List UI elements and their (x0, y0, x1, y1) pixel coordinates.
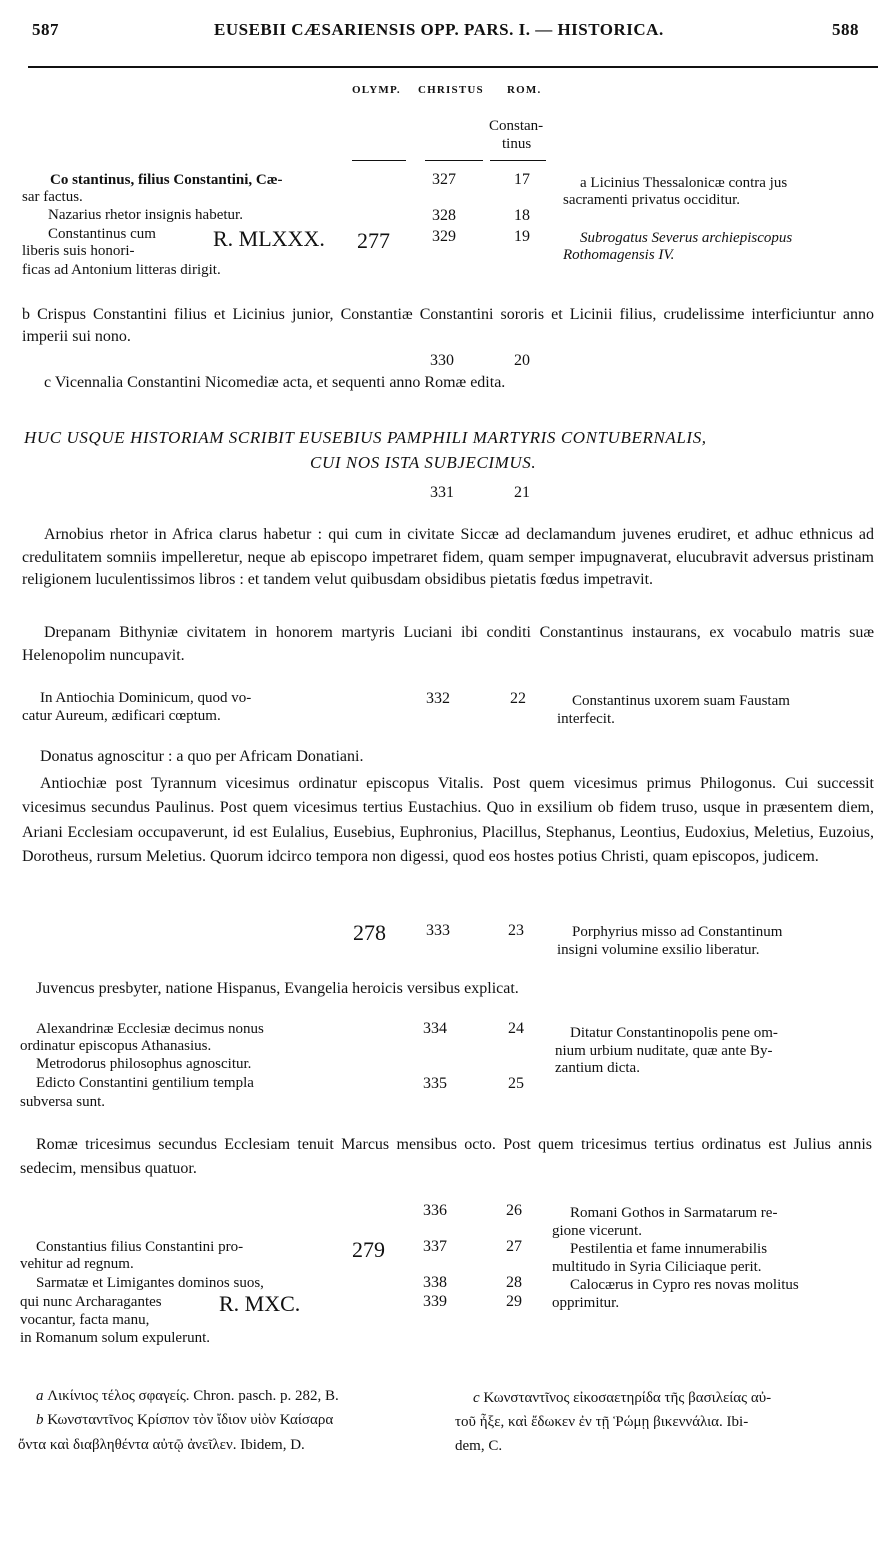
footnote-label: b (36, 1412, 44, 1428)
note-c: c Vicennalia Constantini Nicomediæ acta, et sequenti anno Romæ edita. (44, 374, 506, 391)
header-rule (28, 66, 878, 68)
year-christus: 339 (423, 1293, 447, 1310)
paragraph-juvencus: Juvencus presbyter, natione Hispanus, Evangelia heroicis versibus explicat. (36, 980, 519, 997)
olympiad-number: 278 (353, 920, 386, 945)
year-christus: 328 (432, 207, 456, 224)
column-subheader-constantinus-1: Constan- (489, 118, 544, 134)
side-note: Romani Gothos in Sarmatarum re- (570, 1205, 778, 1221)
footnote-b-cont: ὄντα καὶ διαβληθέντα αὐτῷ ἀνεῖλεν. Ibidem, D. (18, 1437, 305, 1453)
entry-text: vehitur ad regnum. (20, 1256, 134, 1272)
entry-text: Alexandrinæ Ecclesiæ decimus nonus (36, 1021, 264, 1037)
column-rule-olymp (352, 160, 406, 161)
side-note: Constantinus uxorem suam Faustam (572, 693, 790, 709)
entry-text: Edicto Constantini gentilium templa (36, 1075, 254, 1091)
entry-text: Co stantinus, filius Constantini, Cæ- (50, 172, 283, 188)
entry-text: in Romanum solum expulerunt. (20, 1330, 210, 1346)
footnote-text: Κωνσταντῖνος εἰκοσαετηρίδα τῆς βασιλείας αὐ- (483, 1390, 772, 1406)
year-rom: 25 (508, 1075, 524, 1092)
entry-text: ficas ad Antonium litteras dirigit. (22, 262, 221, 278)
page-number-right: 588 (832, 20, 859, 39)
column-header-rom: ROM. (507, 84, 542, 96)
column-header-christus: CHRISTUS (418, 84, 484, 96)
footnote-text: Κωνσταντῖνος Κρίσπον τὸν ἴδιον υἱὸν Καίσαρα (47, 1412, 334, 1428)
regnal-year: R. MXC. (219, 1291, 301, 1316)
running-title: EUSEBII CÆSARIENSIS OPP. PARS. I. — HISTORICA. (214, 20, 664, 39)
footnote-label: c (473, 1390, 480, 1406)
column-rule-rom (490, 160, 546, 161)
side-note: Porphyrius misso ad Constantinum (572, 924, 783, 940)
paragraph-drepanam: Drepanam Bithyniæ civitatem in honorem martyris Luciani ibi conditi Constantinus instaurans, ex vocabulo matris suæ Helenopolim nuncupavit. (22, 624, 874, 664)
olympiad-number: 279 (352, 1237, 385, 1262)
side-note: nium urbium nuditate, quæ ante By- (555, 1043, 773, 1059)
year-rom: 19 (514, 228, 530, 245)
year-christus: 332 (426, 690, 450, 707)
entry-text: In Antiochia Dominicum, quod vo- (40, 690, 252, 706)
entry-text: ordinatur episcopus Athanasius. (20, 1038, 212, 1054)
side-note: Calocærus in Cypro res novas molitus (570, 1277, 799, 1293)
side-note: insigni volumine exsilio liberatur. (557, 942, 760, 958)
side-note: a Licinius Thessalonicæ contra jus (580, 175, 788, 191)
side-note: gione vicerunt. (552, 1223, 642, 1239)
footnote-a (36, 1388, 339, 1405)
footnote-c-cont: τοῦ ἦξε, καὶ ἔδωκεν ἐν τῇ Ῥώμῃ βικεννάλια. Ibi- (455, 1414, 749, 1430)
side-note: zantium dicta. (555, 1060, 640, 1076)
entry-text: sar factus. (22, 189, 83, 205)
year-rom: 26 (506, 1202, 522, 1219)
section-heading-line-2: CUI NOS ISTA SUBJECIMUS. (310, 453, 537, 472)
year-christus: 335 (423, 1075, 447, 1092)
entry-text: qui nunc Archaragantes (20, 1294, 162, 1310)
regnal-year: R. MLXXX. (213, 226, 325, 251)
entry-text: Nazarius rhetor insignis habetur. (48, 207, 243, 223)
year-rom: 27 (506, 1238, 522, 1255)
paragraph-arnobius: Arnobius rhetor in Africa clarus habetur : qui cum in civitate Siccæ ad declamandum juvenes erudiret, et adhuc ethnicus ad credulitatem somniis impelleretur, neque ab episcopo impetraret fidem, quam semper impugnaverat, elucubravit adversus pristinam religionem luculentissimos libros : et tandem velut quibusdam obsidibus pietatis fœdus impetravit. (22, 526, 874, 588)
footnote-c (473, 1390, 771, 1407)
entry-text: subversa sunt. (20, 1094, 105, 1110)
year-rom: 18 (514, 207, 530, 224)
paragraph-antiochiae: Antiochiæ post Tyrannum vicesimus ordinatur episcopus Vitalis. Post quem vicesimus primus Philogonus. Cui successit vicesimus secundus Paulinus. Post quem vicesimus tertius Eustachius. Quo in exsilium ob fidem truso, usque in præsentem diem, Ariani Ecclesiam occupaverunt, id est Eulalius, Eusebius, Euphronius, Placillus, Stephanus, Leontius, Eudoxius, Meletius, Euzoius, Dorotheus, rursum Meletius. Quorum idcirco tempora non digessi, quod eos hostes potius Christi, quam episcopos, judicem. (22, 775, 874, 865)
side-note: Subrogatus Severus archiepiscopus (580, 230, 793, 246)
entry-text: Metrodorus philosophus agnoscitur. (36, 1056, 252, 1072)
olympiad-number: 277 (357, 228, 390, 253)
year-rom: 21 (514, 484, 530, 501)
side-note: interfecit. (557, 711, 615, 727)
entry-text: liberis suis honori- (22, 243, 135, 259)
note-b: b Crispus Constantini filius et Licinius junior, Constantiæ Constantini sororis et Licinii filius, crudelissime interficiuntur anno imperii sui nono. (22, 306, 874, 345)
paragraph-donatus: Donatus agnoscitur : a quo per Africam Donatiani. (40, 748, 364, 765)
side-note: Rothomagensis IV. (563, 247, 675, 263)
entry-text: vocantur, facta manu, (20, 1312, 150, 1328)
year-rom: 22 (510, 690, 526, 707)
year-christus: 336 (423, 1202, 447, 1219)
year-christus: 338 (423, 1274, 447, 1291)
side-note: sacramenti privatus occiditur. (563, 192, 741, 208)
footnote-label: a (36, 1388, 44, 1404)
side-note: opprimitur. (552, 1295, 620, 1311)
section-heading-line-1: HUC USQUE HISTORIAM SCRIBIT EUSEBIUS PAMPHILI MARTYRIS CONTUBERNALIS, (24, 428, 707, 447)
year-rom: 20 (514, 352, 530, 369)
page-number-left: 587 (32, 20, 59, 39)
year-rom: 29 (506, 1293, 522, 1310)
year-christus: 331 (430, 484, 454, 501)
year-christus: 333 (426, 922, 450, 939)
year-christus: 334 (423, 1020, 447, 1037)
year-rom: 17 (514, 171, 530, 188)
side-note: Ditatur Constantinopolis pene om- (570, 1025, 778, 1041)
footnote-c-cont: dem, C. (455, 1438, 503, 1454)
column-rule-christus (425, 160, 483, 161)
entry-text: Constantinus cum (48, 226, 156, 242)
entry-text: Constantius filius Constantini pro- (36, 1239, 244, 1255)
year-christus: 327 (432, 171, 456, 188)
side-note: Pestilentia et fame innumerabilis (570, 1241, 768, 1257)
side-note: multitudo in Syria Ciliciaque perit. (552, 1259, 762, 1275)
footnote-b (36, 1412, 333, 1429)
paragraph-romae: Romæ tricesimus secundus Ecclesiam tenuit Marcus mensibus octo. Post quem tricesimus tertius ordinatus est Julius annis sedecim, mensibus quatuor. (20, 1136, 872, 1177)
footnote-text: Λικίνιος τέλος σφαγείς. Chron. pasch. p. 282, B. (47, 1388, 339, 1404)
year-rom: 24 (508, 1020, 524, 1037)
entry-text: catur Aureum, ædificari cœptum. (22, 708, 221, 724)
year-christus: 329 (432, 228, 456, 245)
year-christus: 337 (423, 1238, 447, 1255)
year-christus: 330 (430, 352, 454, 369)
year-rom: 28 (506, 1274, 522, 1291)
column-subheader-constantinus-2: tinus (502, 136, 532, 152)
entry-text: Sarmatæ et Limigantes dominos suos, (36, 1275, 264, 1291)
year-rom: 23 (508, 922, 524, 939)
column-header-olymp: OLYMP. (352, 84, 401, 96)
